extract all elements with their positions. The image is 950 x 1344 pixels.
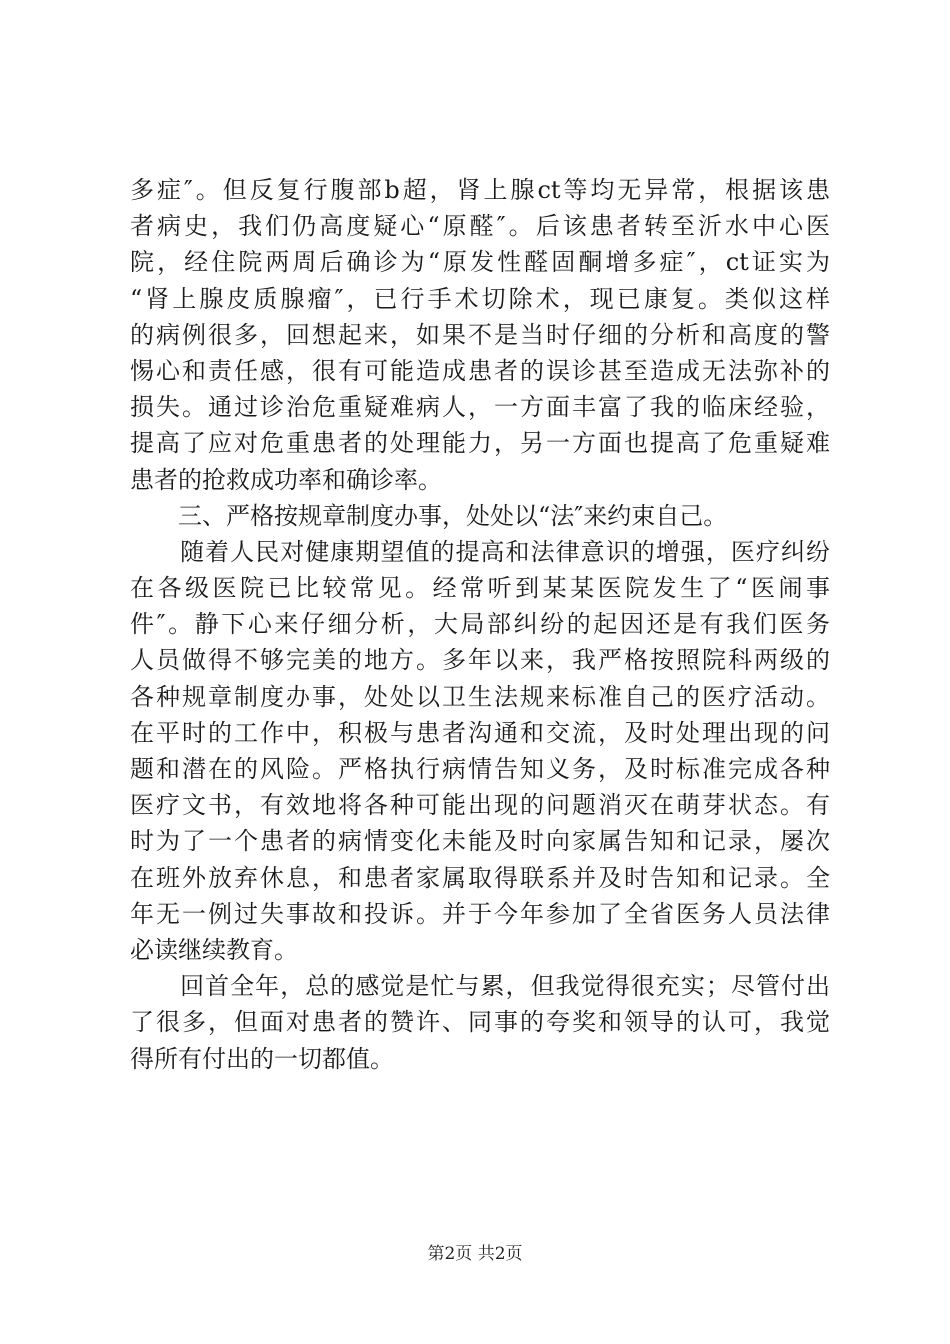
text-line: 损失。通过诊治危重疑难病人，一方面丰富了我的临床经验， [130, 393, 830, 422]
text-line: 随着人民对健康期望值的提高和法律意识的增强，医疗纠纷 [130, 537, 830, 566]
text-line: 患者的抢救成功率和确诊率。 [130, 465, 442, 494]
text-line: 了很多，但面对患者的赞许、同事的夸奖和领导的认可，我觉 [130, 1008, 830, 1037]
text-line: 者病史，我们仍高度疑心“原醛″。后该患者转至沂水中心医 [130, 212, 830, 241]
section-heading: 三、严格按规章制度办事，处处以“法″来约束自己。 [130, 501, 728, 530]
text-line: 年无一例过失事故和投诉。并于今年参加了全省医务人员法律 [130, 899, 830, 928]
text-line: 提高了应对危重患者的处理能力，另一方面也提高了危重疑难 [130, 429, 830, 458]
text-line: 惕心和责任感，很有可能造成患者的误诊甚至造成无法弥补的 [130, 356, 830, 385]
text-line: 回首全年，总的感觉是忙与累，但我觉得很充实；尽管付出 [130, 972, 830, 1001]
text-line: 多症″。但反复行腹部b超，肾上腺ct等均无异常，根据该患 [130, 176, 830, 204]
body-text [130, 172, 830, 1077]
text-line: 院，经住院两周后确诊为“原发性醛固酮增多症″，ct证实为 [130, 248, 830, 277]
text-line: 在平时的工作中，积极与患者沟通和交流，及时处理出现的问 [130, 718, 830, 747]
text-line: “肾上腺皮质腺瘤″，已行手术切除术，现已康复。类似这样 [130, 284, 830, 313]
text-line: 得所有付出的一切都值。 [130, 1044, 394, 1073]
page-number-footer: 第2页 共2页 [427, 1244, 523, 1264]
text-line: 必读继续教育。 [130, 935, 298, 964]
text-line: 人员做得不够完美的地方。多年以来，我严格按照院科两级的 [130, 646, 830, 675]
text-line: 各种规章制度办事，处处以卫生法规来标准自己的医疗活动。 [130, 682, 830, 711]
text-line: 的病例很多，回想起来，如果不是当时仔细的分析和高度的警 [130, 320, 830, 349]
text-line: 件″。静下心来仔细分析，大局部纠纷的起因还是有我们医务 [130, 610, 830, 639]
text-line: 题和潜在的风险。严格执行病情告知义务，及时标准完成各种 [130, 755, 830, 783]
text-line: 在班外放弃休息，和患者家属取得联系并及时告知和记录。全 [130, 863, 830, 892]
text-line: 时为了一个患者的病情变化未能及时向家属告知和记录，屡次 [130, 827, 830, 856]
text-line: 医疗文书，有效地将各种可能出现的问题消灭在萌芽状态。有 [130, 791, 830, 820]
text-line: 在各级医院已比较常见。经常听到某某医院发生了“医闹事 [130, 574, 830, 603]
